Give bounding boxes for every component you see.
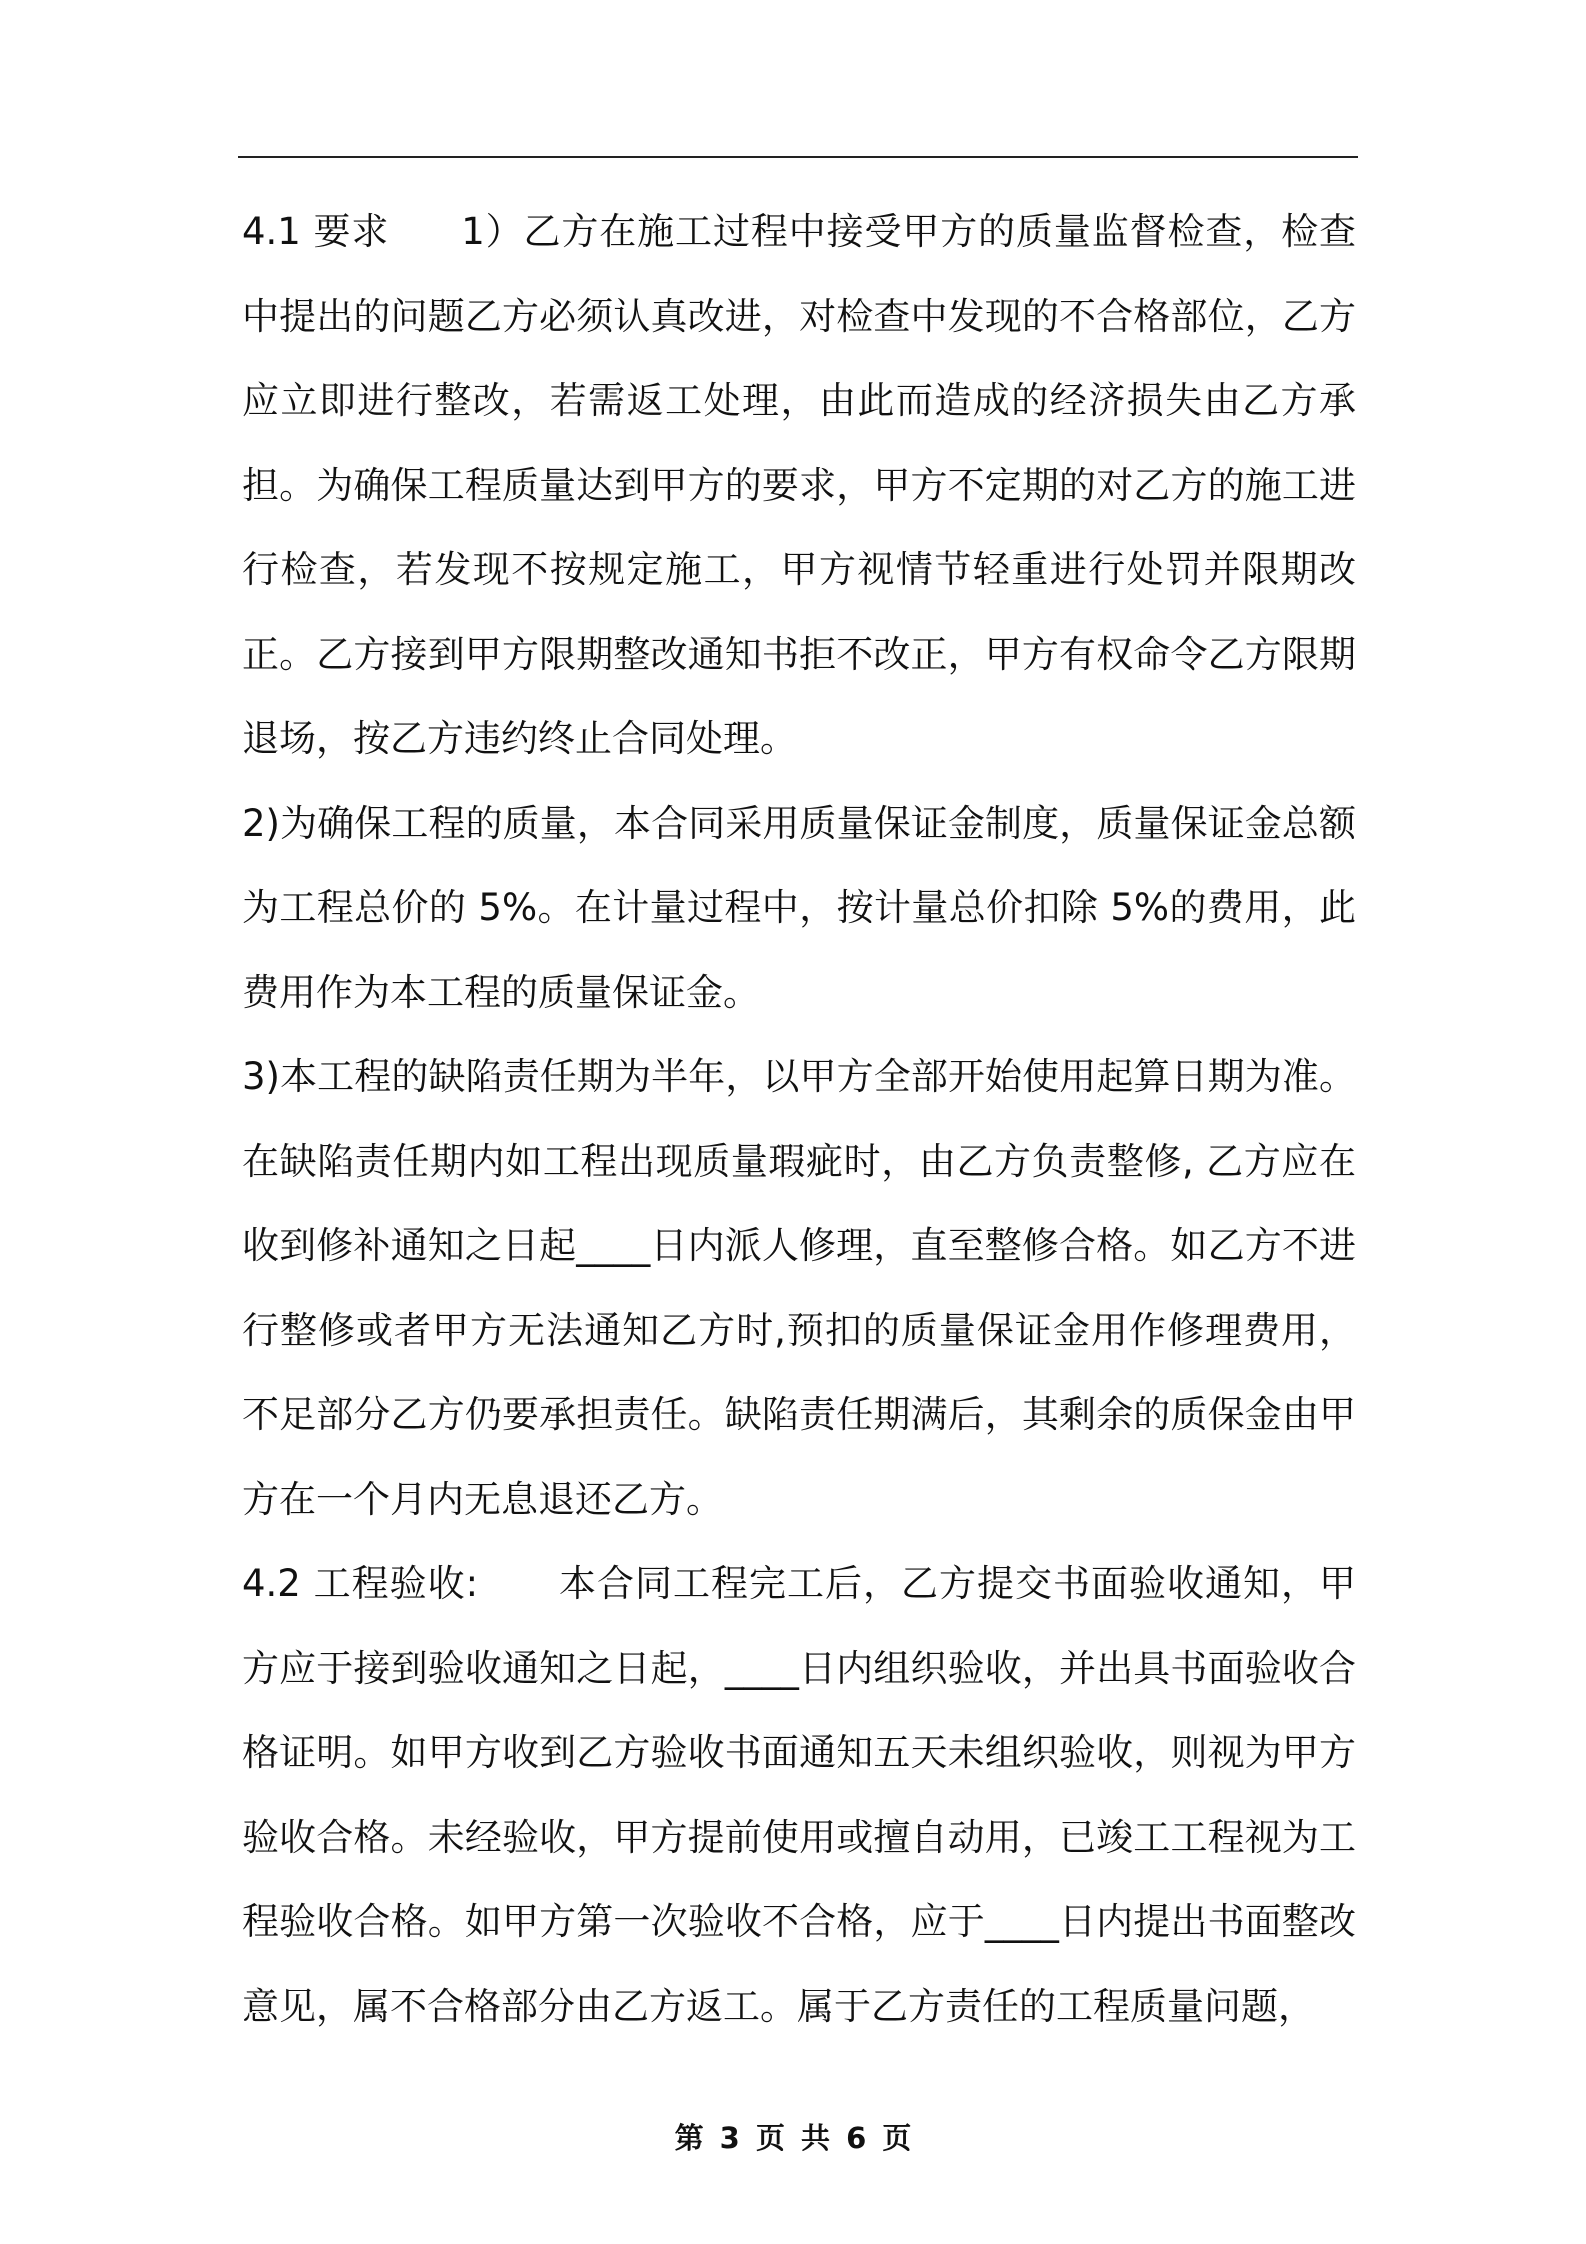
paragraph-2 <box>242 782 1356 1036</box>
paragraph-text: 2)为确保工程的质量，本合同采用质量保证金制度，质量保证金总额为工程总价的 5%。在计量过程中，按计量总价扣除 5%的费用，此费用作为本工程的质量保证金。 <box>242 801 1356 1014</box>
header-rule <box>238 156 1358 158</box>
paragraph-4-2 <box>242 1542 1356 2049</box>
page-number: 第 3 页 共 6 页 <box>674 2121 912 2155</box>
paragraph-3 <box>242 1035 1356 1542</box>
paragraph-text: 3)本工程的缺陷责任期为半年，以甲方全部开始使用起算日期为准。在缺陷责任期内如工程出现质量瑕疵时，由乙方负责整修, 乙方应在收到修补通知之日起____日内派人修理，直至整修合格。如乙方不进行整修或者甲方无法通知乙方时,预扣的质量保证金用作修理费用，不足部分乙方仍要承担责任。缺陷责任期满后，其剩余的质保金由甲方在一个月内无息退还乙方。 <box>242 1055 1356 1521</box>
section-heading-4-2: 4.2 工程验收: <box>242 1562 479 1605</box>
paragraph-4-1 <box>242 190 1356 782</box>
document-body <box>242 190 1356 2049</box>
section-heading-4-1: 4.1 要求 <box>242 210 390 253</box>
paragraph-text: 本合同工程完工后，乙方提交书面验收通知，甲方应于接到验收通知之日起，____日内组织验收，并出具书面验收合格证明。如甲方收到乙方验收书面通知五天未组织验收，则视为甲方验收合格。未经验收，甲方提前使用或擅自动用，已竣工工程视为工程验收合格。如甲方第一次验收不合格，应于____日内提出书面整改意见，属不合格部分由乙方返工。属于乙方责任的工程质量问题， <box>242 1562 1356 2028</box>
paragraph-text: 1）乙方在施工过程中接受甲方的质量监督检查，检查中提出的问题乙方必须认真改进，对检查中发现的不合格部位，乙方应立即进行整改，若需返工处理，由此而造成的经济损失由乙方承担。为确保工程质量达到甲方的要求，甲方不定期的对乙方的施工进行检查，若发现不按规定施工，甲方视情节轻重进行处罚并限期改正。乙方接到甲方限期整改通知书拒不改正，甲方有权命令乙方限期退场，按乙方违约终止合同处理。 <box>242 210 1356 760</box>
